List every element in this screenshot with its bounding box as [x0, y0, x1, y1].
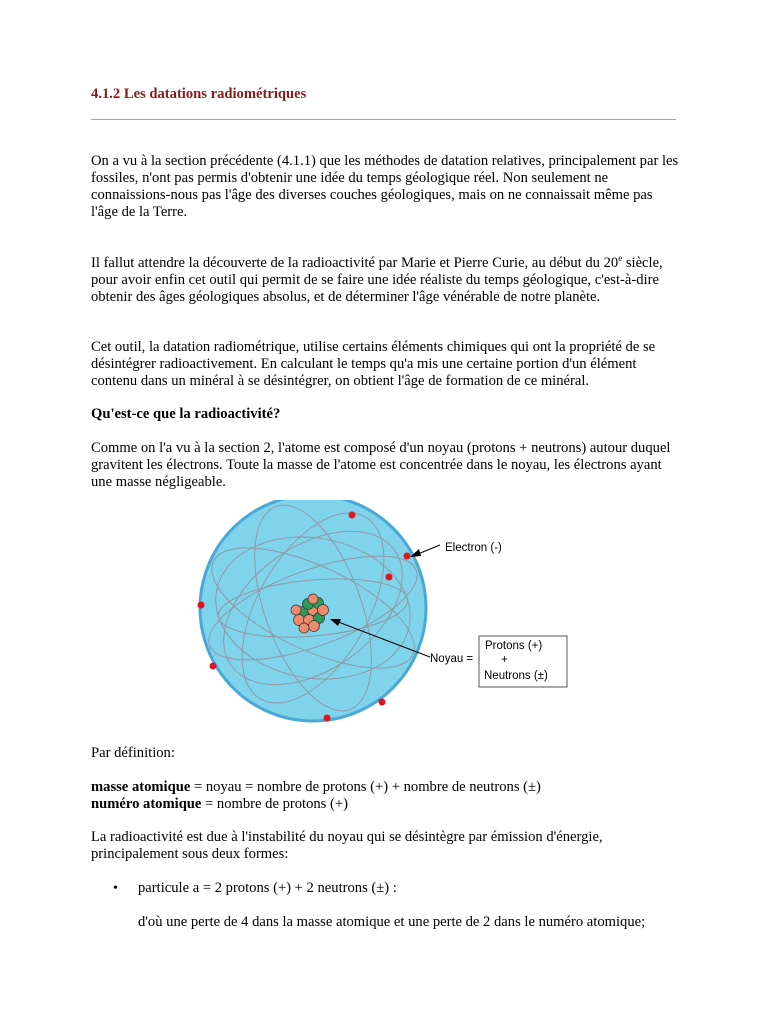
- title-divider: [91, 119, 676, 120]
- paragraph-curie: [91, 255, 681, 306]
- paragraph-definition-intro: Par définition:: [91, 745, 175, 761]
- paragraph-tool: Cet outil, la datation radiométrique, utilise certains éléments chimiques qui ont la propriété de se désintégrer radioactivement. En calculant le temps qu'a mis une certaine portion d'un élément contenu dans un minéral à se désintégrer, on obtient l'âge de formation de ce minéral.: [91, 339, 656, 389]
- paragraph-atom: Comme on l'a vu à la section 2, l'atome est composé d'un noyau (protons + neutrons) autour duquel gravitent les électrons. Toute la masse de l'atome est concentrée dans le noyau, les électrons ayant une masse négligeable.: [91, 440, 671, 490]
- section-title: 4.1.2 Les datations radiométriques: [91, 86, 307, 102]
- electron-label: Electron (-): [445, 542, 502, 554]
- definition-atomic-number-term: numéro atomique: [91, 796, 202, 812]
- box-plus-label: +: [501, 654, 508, 666]
- definition-atomic-mass-text: = noyau = nombre de protons (+) + nombre de neutrons (±): [190, 779, 541, 795]
- box-neutrons-label: Neutrons (±): [484, 670, 548, 682]
- definition-atomic-mass-term: masse atomique: [91, 779, 191, 795]
- paragraph-instability: La radioactivité est due à l'instabilité du noyau qui se désintègre par émission d'énergie, principalement sous deux formes:: [91, 829, 603, 862]
- bullet-marker: •: [113, 881, 118, 896]
- definition-atomic-number: [91, 796, 681, 813]
- paragraph-curie-text-a: Il fallut attendre la découverte de la radioactivité par Marie et Pierre Curie, au début du 20: [91, 255, 619, 271]
- atom-diagram: [195, 500, 585, 725]
- definition-atomic-mass: [91, 779, 681, 796]
- list-item-alpha: particule a = 2 protons (+) + 2 neutrons (±) :: [138, 880, 397, 896]
- paragraph-curie-text-b: siècle, pour avoir enfin cet outil qui permit de se faire une idée réaliste du temps géologique, c'est-à-dire obtenir des âges géologiques absolus, et de déterminer l'âge vénérable de notre planète.: [91, 255, 663, 305]
- century-superscript: e: [618, 253, 623, 264]
- list-item-alpha-detail: d'où une perte de 4 dans la masse atomique et une perte de 2 dans le numéro atomique;: [138, 914, 646, 930]
- paragraph-intro: On a vu à la section précédente (4.1.1) que les méthodes de datation relatives, principalement par les fossiles, n'ont pas permis d'obtenir une idée du temps géologique réel. Non seulement ne connaissions-nous pas l'âge des diverses couches géologiques, mais on ne connaissait même pas l'âge de la Terre.: [91, 153, 679, 220]
- heading-radioactivity: Qu'est-ce que la radioactivité?: [91, 406, 281, 422]
- box-protons-label: Protons (+): [485, 640, 543, 652]
- nucleus-label: Noyau =: [430, 653, 474, 665]
- definition-atomic-number-text: = nombre de protons (+): [201, 796, 348, 812]
